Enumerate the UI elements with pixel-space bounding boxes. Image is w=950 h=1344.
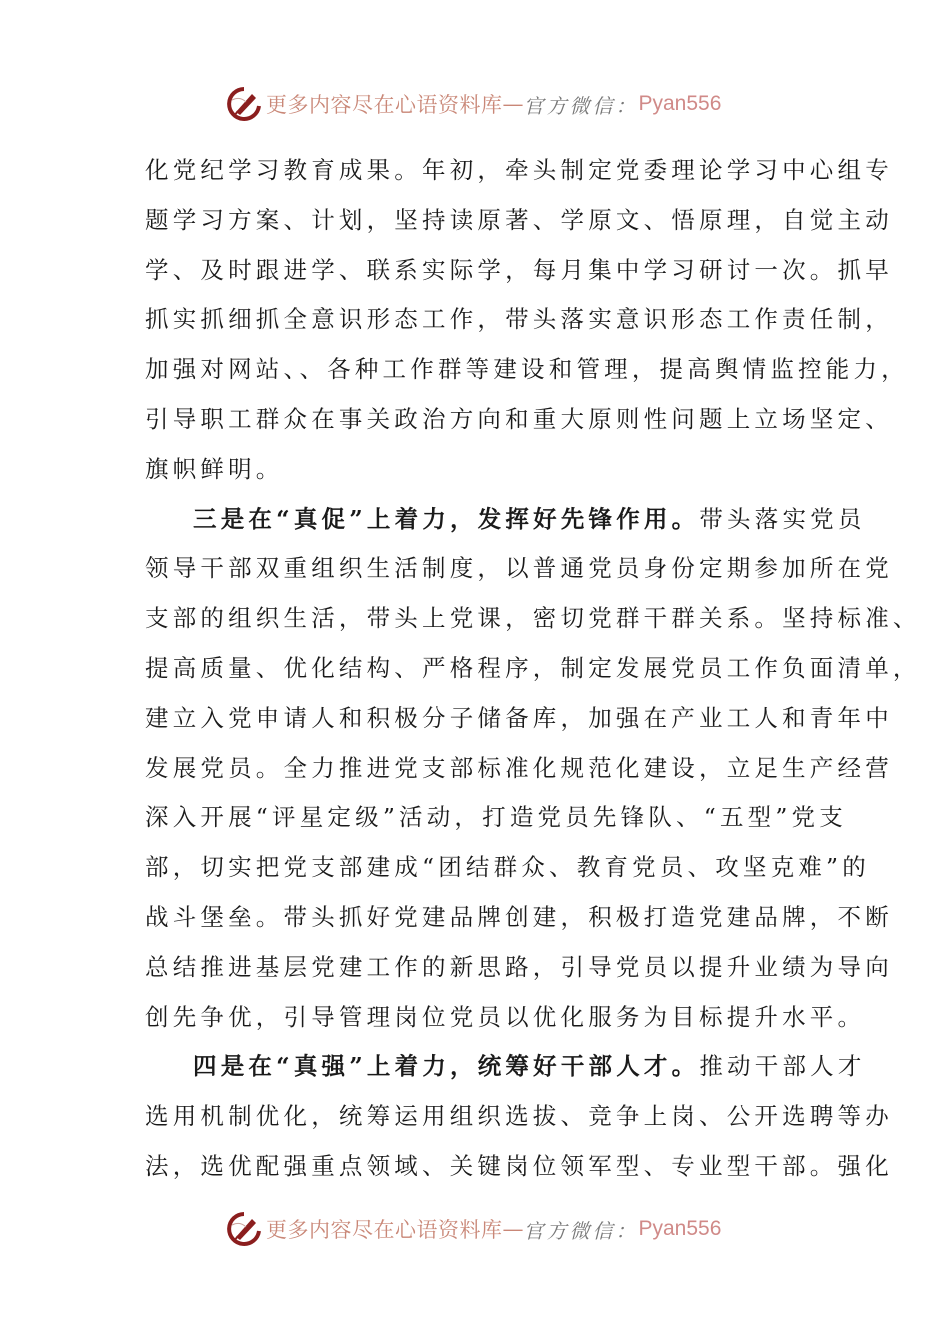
banner-wechat-label: 官方微信： xyxy=(523,93,639,118)
text-line: 题学习方案、计划，坚持读原著、学原文、悟原理，自觉主动 xyxy=(145,205,893,234)
text-line: 创先争优，引导管理岗位党员以优化服务为目标提升水平。 xyxy=(145,1002,866,1031)
text-line: 学、及时跟进学、联系实际学，每月集中学习研讨一次。抓早 xyxy=(145,255,893,284)
banner-title: 更多内容尽在心语资料库 xyxy=(266,1218,503,1242)
banner-wechat-label: 官方微信： xyxy=(523,1218,639,1243)
banner-separator: — xyxy=(502,1217,524,1241)
text-line: 提高质量、优化结构、严格程序，制定发展党员工作负面清单， xyxy=(145,653,921,682)
text-line: 化党纪学习教育成果。年初，牵头制定党委理论学习中心组专 xyxy=(145,156,893,184)
text-line: 支部的组织生活，带头上党课，密切党群干群关系。坚持标准、 xyxy=(145,604,921,633)
text-line: 加强对网站、、各种工作群等建设和管理，提高舆情监控能力， xyxy=(145,355,909,384)
section-heading: 三是在“真促”上着力，发挥好先锋作用。 xyxy=(193,504,700,533)
footer-banner xyxy=(226,1209,721,1249)
section-text: 带头落实党员 xyxy=(699,504,866,533)
text-line: 旗帜鲜明。 xyxy=(145,454,284,483)
text-line: 抓实抓细抓全意识形态工作，带头落实意识形态工作责任制， xyxy=(145,305,893,334)
document-body xyxy=(145,146,921,1192)
text-line: 总结推进基层党建工作的新思路，引导党员以提升业绩为导向 xyxy=(145,952,893,981)
text-line: 战斗堡垒。带头抓好党建品牌创建，积极打造党建品牌，不断 xyxy=(145,902,893,931)
section-heading: 四是在“真强”上着力，统筹好干部人才。 xyxy=(193,1052,700,1081)
banner-wechat-id: Pyan556 xyxy=(638,92,722,115)
quill-logo-icon xyxy=(226,1211,262,1247)
text-line: 部，切实把党支部建成“团结群众、教育党员、攻坚克难”的 xyxy=(145,853,870,882)
text-line: 发展党员。全力推进党支部标准化规范化建设，立足生产经营 xyxy=(145,753,893,782)
quill-logo-icon xyxy=(226,86,262,122)
text-line: 深入开展“评星定级”活动，打造党员先锋队、“五型”党支 xyxy=(145,803,847,832)
section-heading-line xyxy=(145,495,866,545)
banner-wechat-id: Pyan556 xyxy=(638,1217,722,1240)
text-line: 选用机制优化，统筹运用组织选拔、竞争上岗、公开选聘等办 xyxy=(145,1102,893,1131)
banner-title: 更多内容尽在心语资料库 xyxy=(266,93,503,117)
section-heading-line xyxy=(145,1042,866,1092)
section-text: 推动干部人才 xyxy=(699,1052,866,1081)
text-line: 领导干部双重组织生活制度，以普通党员身份定期参加所在党 xyxy=(145,554,893,583)
header-banner xyxy=(226,84,721,124)
text-line: 引导职工群众在事关政治方向和重大原则性问题上立场坚定、 xyxy=(145,404,893,433)
text-line: 建立入党申请人和积极分子储备库，加强在产业工人和青年中 xyxy=(145,703,893,732)
banner-separator: — xyxy=(502,92,524,116)
text-line: 法，选优配强重点领域、关键岗位领军型、专业型干部。强化 xyxy=(145,1151,893,1180)
